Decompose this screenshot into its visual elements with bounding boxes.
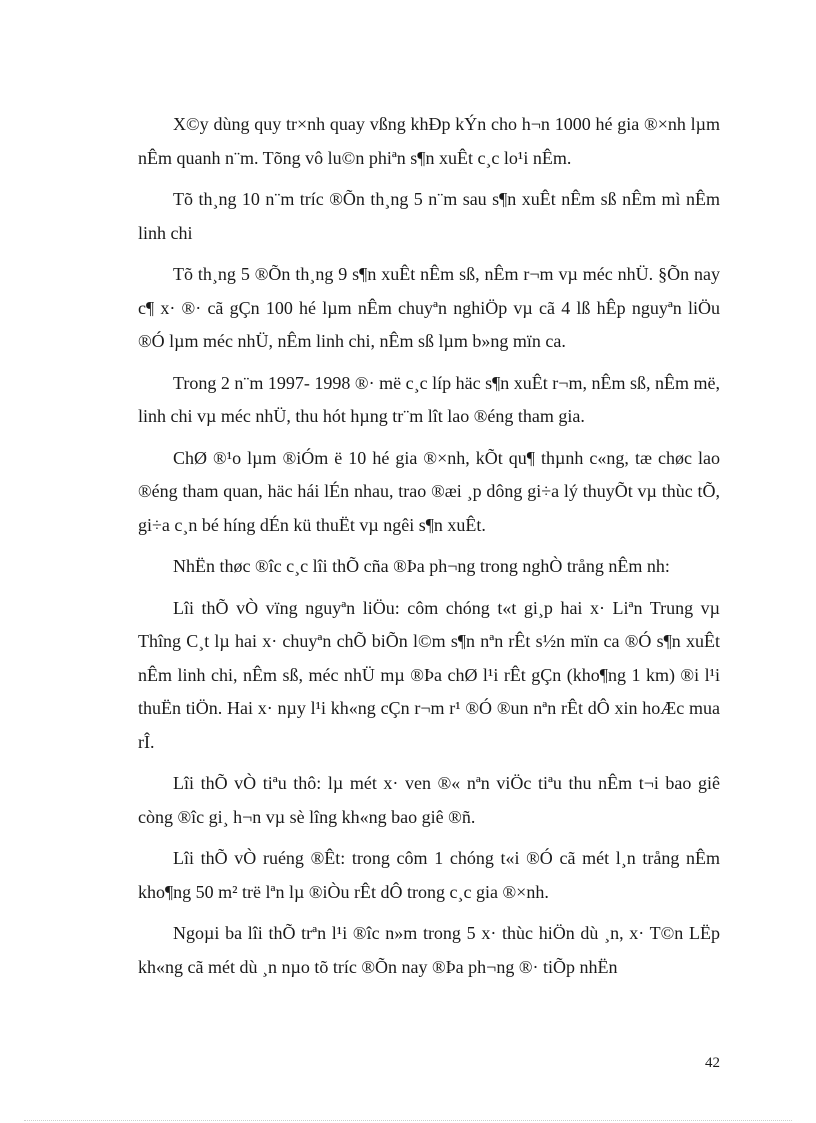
paragraph: Lîi thÕ vÒ ruéng ®Êt: trong côm 1 chóng t«i ®Ó cã mét l¸n trång nÊm kho¶ng 50 m² trë lªn lµ ®iÒu rÊt dÔ trong c¸c gia ®×nh.: [138, 848, 720, 902]
body-text: [138, 108, 720, 992]
paragraph: NhËn thøc ®îc c¸c lîi thÕ cña ®Þa ph¬ng trong nghÒ trång nÊm nh:: [173, 556, 670, 576]
paragraph: Tõ th¸ng 5 ®Õn th¸ng 9 s¶n xuÊt nÊm sß, nÊm r¬m vµ méc nhÜ. §Õn nay c¶ x· ®· cã gÇn 100 hé lµm nÊm chuyªn nghiÖp vµ cã 4 lß hÊp nguyªn liÖu ®Ó lµm méc nhÜ, nÊm linh chi, nÊm sß lµm b»ng mïn ca.: [138, 264, 720, 351]
paragraph: ChØ ®¹o lµm ®iÓm ë 10 hé gia ®×nh, kÕt qu¶ thµnh c«ng, tæ chøc lao ®éng tham quan, häc hái lÉn nhau, trao ®æi ¸p dông gi÷a lý thuyÕt vµ thùc tÕ, gi÷a c¸n bé híng dÉn kü thuËt vµ ngêi s¶n xuÊt.: [138, 447, 720, 535]
paragraph: Lîi thÕ vÒ tiªu thô: lµ mét x· ven ®« nªn viÖc tiªu thu nÊm t¬i bao giê còng ®îc gi¸ h¬n vµ sè lîng kh«ng bao giê ®ñ.: [138, 773, 720, 827]
paragraph: Tõ th¸ng 10 n¨m tríc ®Õn th¸ng 5 n¨m sau s¶n xuÊt nÊm sß nÊm mì nÊm linh chi: [138, 189, 720, 243]
paragraph: Ngoµi ba lîi thÕ trªn l¹i ®îc n»m trong 5 x· thùc hiÖn dù ¸n, x· T©n LËp kh«ng cã mét dù ¸n nµo tõ tríc ®Õn nay ®Þa ph¬ng ®· tiÕp nhËn: [138, 923, 720, 977]
paragraph: X©y dùng quy tr×nh quay vßng khÐp kÝn cho h¬n 1000 hé gia ®×nh lµm nÊm quanh n¨m. Tõng vô lu©n phiªn s¶n xuÊt c¸c lo¹i nÊm.: [138, 114, 720, 168]
page-number: 42: [705, 1055, 720, 1071]
page-bottom-divider: [24, 1120, 792, 1121]
paragraph: Trong 2 n¨m 1997- 1998 ®· më c¸c líp häc s¶n xuÊt r¬m, nÊm sß, nÊm më, linh chi vµ méc nhÜ, thu hót hµng tr¨m lît lao ®éng tham gia.: [138, 372, 720, 426]
paragraph: Lîi thÕ vÒ vïng nguyªn liÖu: côm chóng t«t gi¸p hai x· Liªn Trung vµ Thîng C¸t lµ hai x· chuyªn chÕ biÕn l©m s¶n nªn rÊt s½n mïn ca ®Ó s¶n xuÊt nÊm linh chi, nÊm sß, méc nhÜ mµ ®Þa chØ l¹i rÊt gÇn (kho¶ng 1 km) ®i l¹i thuËn tiÖn. Hai x· nµy l¹i kh«ng cÇn r¬m r¹ ®Ó ®un nªn rÊt dÔ xin hoÆc mua rÎ.: [138, 597, 720, 752]
